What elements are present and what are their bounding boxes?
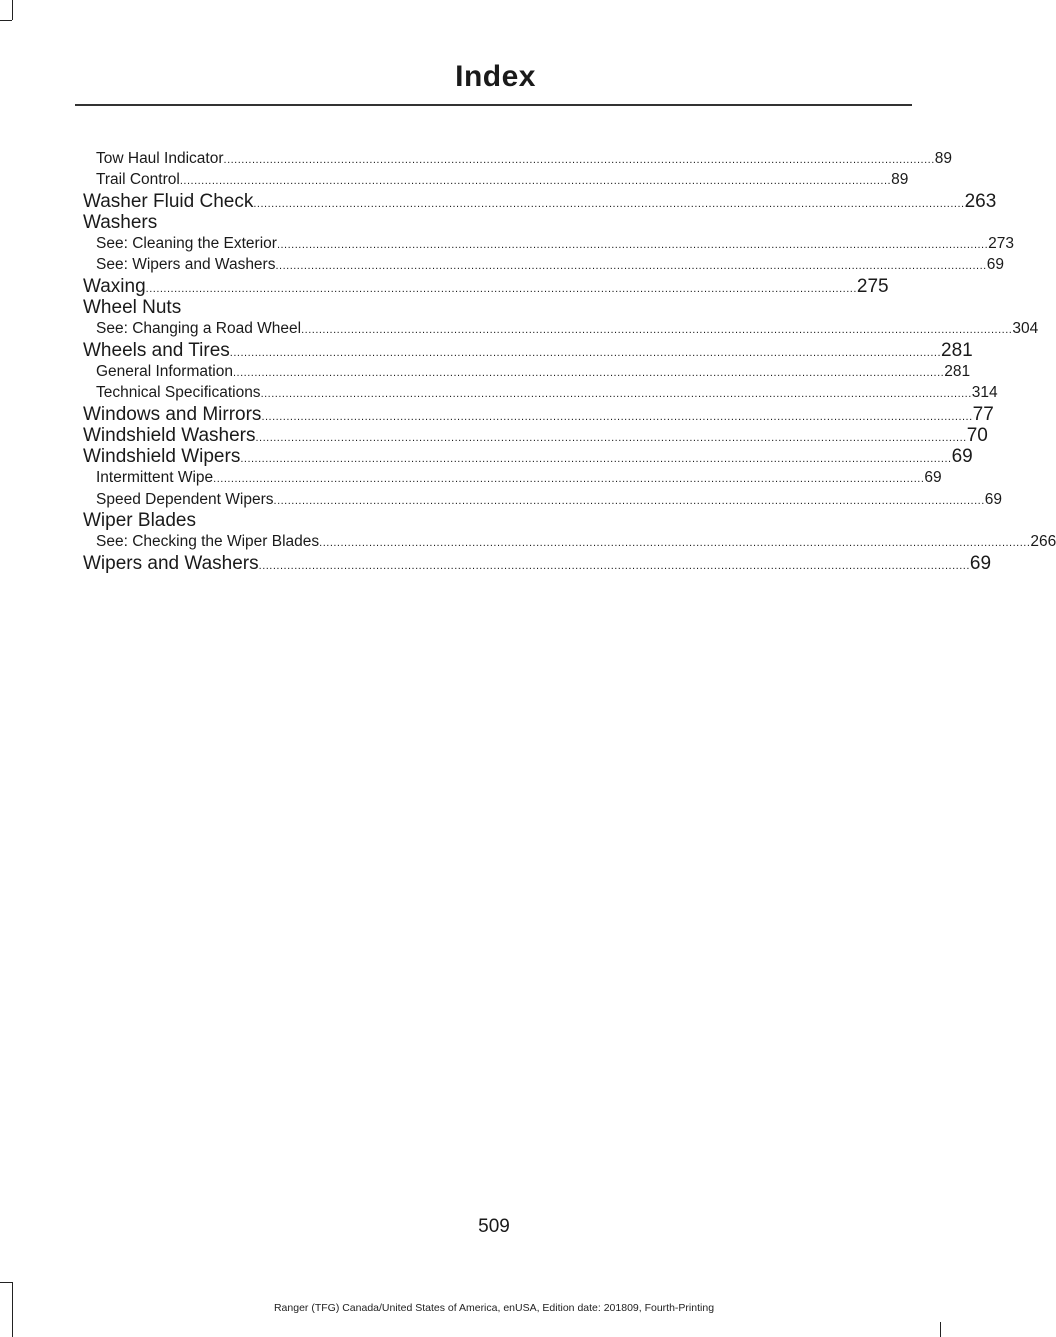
dot-leader: ........................................................................................................................................................................................................ — [213, 473, 925, 486]
entry-page-number: 70 — [966, 424, 988, 446]
index-subentry — [83, 361, 971, 382]
entry-label: Waxing — [83, 275, 146, 297]
entry-label: Washers — [83, 211, 158, 233]
footer-edition-text: Ranger (TFG) Canada/United States of America, enUSA, Edition date: 201809, Fourth-Printing — [273, 1302, 715, 1314]
crop-mark-top-left-horizontal — [0, 20, 12, 21]
entry-label: Wiper Blades — [83, 510, 196, 532]
header-divider — [75, 104, 912, 106]
index-subentry — [83, 169, 909, 190]
index-subentry — [83, 382, 998, 403]
index-subentry — [83, 233, 1015, 254]
dot-leader: ........................................................................................................................................................................................................ — [240, 453, 952, 466]
index-entry — [83, 510, 472, 531]
entry-label: Intermittent Wipe — [96, 469, 214, 487]
dot-leader: ........................................................................................................................................................................................................ — [261, 410, 973, 423]
entry-label: Technical Specifications — [96, 384, 261, 402]
entry-page-number: 69 — [986, 256, 1004, 274]
entry-page-number: 275 — [856, 275, 889, 297]
dot-leader: ........................................................................................................................................................................................................ — [301, 324, 1013, 337]
entry-page-number: 69 — [984, 490, 1002, 508]
entry-label: See: Cleaning the Exterior — [96, 235, 277, 253]
dot-leader: ........................................................................................................................................................................................................ — [255, 431, 967, 444]
entry-page-number: 263 — [964, 190, 997, 212]
entry-label: See: Checking the Wiper Blades — [96, 533, 320, 551]
entry-page-number: 314 — [971, 384, 998, 402]
index-list — [83, 148, 1056, 574]
crop-mark-bottom-left-horizontal — [0, 1282, 12, 1283]
entry-label: Trail Control — [96, 171, 180, 189]
entry-label: Wheel Nuts — [83, 297, 182, 319]
index-subentry — [83, 489, 1002, 510]
entry-page-number: 69 — [924, 469, 942, 487]
index-entry — [83, 339, 973, 361]
dot-leader: ........................................................................................................................................................................................................ — [253, 197, 965, 210]
index-subentry — [83, 254, 1004, 275]
crop-mark-bottom-right-vertical — [940, 1322, 941, 1337]
index-entry — [83, 297, 472, 318]
dot-leader: ........................................................................................................................................................................................................ — [233, 366, 945, 379]
index-subentry — [83, 318, 1039, 339]
entry-page-number: 77 — [972, 403, 994, 425]
entry-label: Tow Haul Indicator — [96, 150, 224, 167]
entry-label: See: Wipers and Washers — [96, 256, 276, 274]
entry-label: Speed Dependent Wipers — [96, 490, 274, 508]
entry-label: General Information — [96, 362, 233, 380]
dot-leader: ........................................................................................................................................................................................................ — [258, 559, 970, 572]
dot-leader: ........................................................................................................................................................................................................ — [145, 282, 857, 295]
entry-page-number: 304 — [1012, 320, 1039, 338]
index-entry — [83, 212, 472, 233]
dot-leader: ........................................................................................................................................................................................................ — [276, 239, 989, 252]
entry-label: Wipers and Washers — [83, 552, 259, 574]
index-entry — [83, 275, 889, 297]
index-subentry — [83, 467, 942, 488]
entry-page-number: 69 — [969, 552, 992, 574]
index-entry — [83, 190, 997, 212]
index-entry — [83, 552, 992, 574]
entry-page-number: 281 — [941, 339, 973, 361]
crop-mark-top-left-vertical — [12, 0, 13, 20]
index-entry — [83, 403, 994, 425]
dot-leader: ........................................................................................................................................................................................................ — [275, 260, 987, 273]
page-number: 509 — [478, 1216, 510, 1237]
entry-page-number: 281 — [944, 362, 971, 380]
entry-page-number: 89 — [891, 171, 909, 189]
dot-leader: ........................................................................................................................................................................................................ — [260, 388, 972, 401]
entry-label: Wheels and Tires — [83, 339, 230, 361]
entry-label: See: Changing a Road Wheel — [96, 320, 302, 338]
index-entry — [83, 424, 988, 446]
entry-label: Windshield Wipers — [83, 446, 241, 468]
dot-leader: ........................................................................................................................................................................................................ — [229, 346, 942, 359]
index-subentry — [83, 531, 1056, 552]
entry-page-number: 69 — [951, 446, 973, 468]
entry-label: Windshield Washers — [83, 424, 256, 446]
dot-leader: ........................................................................................................................................................................................................ — [223, 154, 935, 166]
index-entry — [83, 446, 973, 468]
entry-page-number: 89 — [934, 150, 952, 167]
dot-leader: ........................................................................................................................................................................................................ — [179, 175, 892, 188]
entry-label: Washer Fluid Check — [83, 190, 254, 212]
page-title: Index — [455, 60, 536, 93]
entry-page-number: 273 — [988, 235, 1015, 253]
entry-label: Windows and Mirrors — [83, 403, 262, 425]
index-subentry — [83, 148, 952, 169]
dot-leader: ........................................................................................................................................................................................................ — [273, 494, 985, 507]
entry-page-number: 266 — [1030, 533, 1056, 551]
dot-leader: ........................................................................................................................................................................................................ — [319, 537, 1031, 550]
